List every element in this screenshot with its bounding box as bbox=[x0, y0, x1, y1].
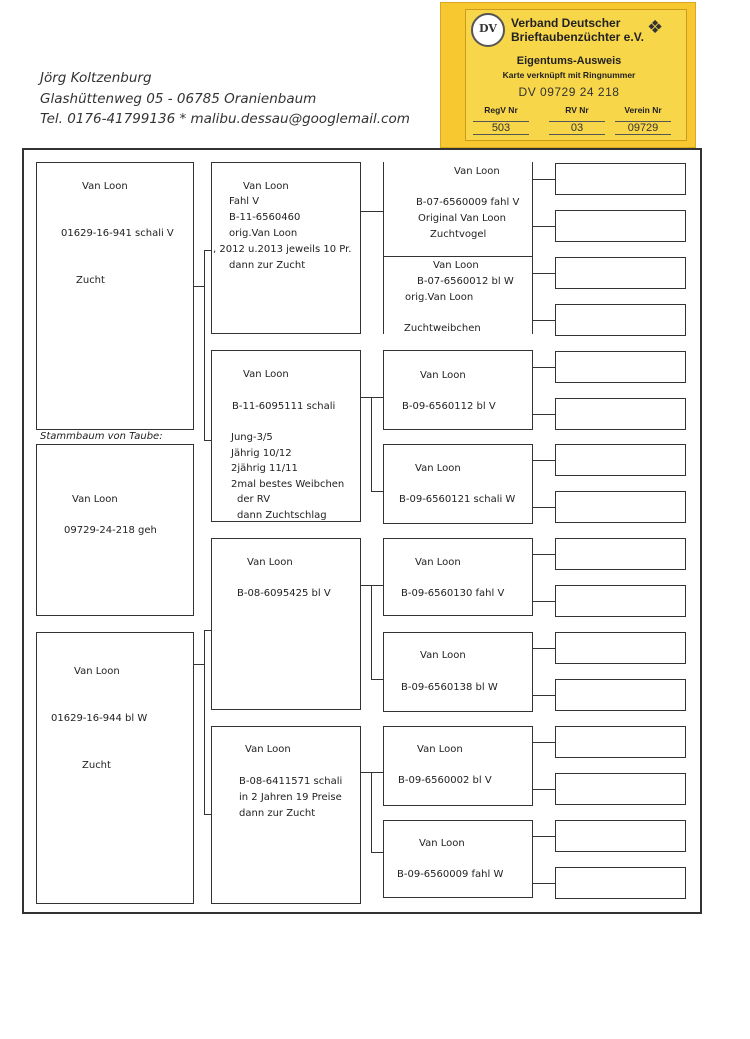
ancestor-box bbox=[383, 820, 533, 898]
fmm-line1: Van Loon bbox=[415, 463, 461, 474]
connector-line bbox=[383, 162, 384, 334]
empty-ancestor-box bbox=[555, 538, 686, 570]
connector-line bbox=[533, 648, 555, 649]
connector-line bbox=[204, 630, 205, 814]
ff-line6: dann zur Zucht bbox=[229, 260, 306, 271]
empty-ancestor-box bbox=[555, 820, 686, 852]
ancestor-box bbox=[383, 350, 533, 430]
mm-line1: Van Loon bbox=[245, 744, 291, 755]
connector-line bbox=[533, 695, 555, 696]
rv-value: 03 bbox=[549, 121, 605, 135]
mff-line2: B-09-6560130 fahl V bbox=[401, 588, 505, 599]
empty-ancestor-box bbox=[555, 444, 686, 476]
empty-ancestor-box bbox=[555, 867, 686, 899]
connector-line bbox=[194, 286, 204, 287]
fm-line3: Jung-3/5 bbox=[231, 432, 273, 443]
father-line1: Van Loon bbox=[82, 181, 128, 192]
connector-line bbox=[533, 836, 555, 837]
empty-ancestor-box bbox=[555, 210, 686, 242]
connector-line bbox=[533, 226, 555, 227]
mfm-line2: B-09-6560138 bl W bbox=[401, 682, 498, 693]
connector-line bbox=[371, 772, 372, 852]
connector-line bbox=[204, 630, 211, 631]
connector-line bbox=[533, 554, 555, 555]
fff-line4: Zuchtvogel bbox=[430, 229, 487, 240]
empty-ancestor-box bbox=[555, 773, 686, 805]
fff-line1: Van Loon bbox=[454, 166, 500, 177]
empty-ancestor-box bbox=[555, 491, 686, 523]
connector-line bbox=[532, 162, 533, 334]
fm-line8: dann Zuchtschlag bbox=[237, 510, 327, 521]
connector-line bbox=[533, 789, 555, 790]
connector-line bbox=[533, 460, 555, 461]
connector-line bbox=[361, 397, 383, 398]
fm-line6: 2mal bestes Weibchen bbox=[231, 479, 345, 490]
empty-ancestor-box bbox=[555, 257, 686, 289]
fm-line7: der RV bbox=[237, 494, 271, 505]
fmf-line2: B-09-6560112 bl V bbox=[402, 401, 496, 412]
empty-ancestor-box bbox=[555, 679, 686, 711]
subject-line2: 09729-24-218 geh bbox=[64, 525, 157, 536]
connector-line bbox=[533, 273, 555, 274]
fmf-line1: Van Loon bbox=[420, 370, 466, 381]
association-name-line1: Verband Deutscher bbox=[511, 16, 621, 30]
mm-line2: B-08-6411571 schali bbox=[239, 776, 343, 787]
mother-line1: Van Loon bbox=[74, 666, 120, 677]
connector-line bbox=[204, 440, 211, 441]
empty-ancestor-box bbox=[555, 726, 686, 758]
connector-line bbox=[533, 507, 555, 508]
ff-line5: , 2012 u.2013 jeweils 10 Pr. bbox=[213, 244, 352, 255]
mfm-line1: Van Loon bbox=[420, 650, 466, 661]
subject-line1: Van Loon bbox=[72, 494, 118, 505]
owner-name: Jörg Koltzenburg bbox=[40, 70, 152, 86]
connector-line bbox=[533, 320, 555, 321]
fff-line3: Original Van Loon bbox=[418, 213, 506, 224]
connector-line bbox=[533, 883, 555, 884]
mmm-line1: Van Loon bbox=[419, 838, 465, 849]
fmm-line2: B-09-6560121 schali W bbox=[399, 494, 516, 505]
father-line2: 01629-16-941 schali V bbox=[61, 228, 174, 239]
mm-line3: in 2 Jahren 19 Preise bbox=[239, 792, 342, 803]
mother-line2: 01629-16-944 bl W bbox=[51, 713, 148, 724]
connector-line bbox=[204, 250, 205, 440]
connector-line bbox=[371, 679, 383, 680]
verein-label: Verein Nr bbox=[624, 105, 662, 115]
connector-line bbox=[194, 664, 204, 665]
connector-line bbox=[204, 814, 211, 815]
empty-ancestor-box bbox=[555, 351, 686, 383]
mother-line3: Zucht bbox=[82, 760, 111, 771]
logo-text: DV bbox=[479, 22, 497, 35]
connector-line bbox=[204, 250, 211, 251]
ff-line4: orig.Van Loon bbox=[229, 228, 298, 239]
ff-line3: B-11-6560460 bbox=[229, 212, 301, 223]
mm-line4: dann zur Zucht bbox=[239, 808, 316, 819]
regv-label: RegV Nr bbox=[484, 105, 518, 115]
fm-line4: Jährig 10/12 bbox=[231, 448, 292, 459]
ancestor-box bbox=[383, 444, 533, 524]
association-logo-icon bbox=[471, 13, 505, 47]
regv-value: 503 bbox=[473, 121, 529, 135]
owner-contact: Tel. 0176-41799136 * malibu.dessau@googlemail.com bbox=[40, 111, 410, 127]
association-name-line2: Brieftaubenzüchter e.V. bbox=[511, 30, 644, 44]
fm-line5: 2jährig 11/11 bbox=[231, 463, 298, 474]
connector-line bbox=[371, 491, 383, 492]
connector-line bbox=[361, 772, 383, 773]
fm-line1: Van Loon bbox=[243, 369, 289, 380]
rv-label: RV Nr bbox=[565, 105, 589, 115]
connector-line bbox=[361, 211, 383, 212]
ring-number: DV 09729 24 218 bbox=[518, 85, 620, 99]
ancestor-box bbox=[383, 726, 533, 806]
ffm-line1: Van Loon bbox=[433, 260, 479, 271]
verein-value: 09729 bbox=[615, 121, 671, 135]
mf-line1: Van Loon bbox=[247, 557, 293, 568]
connector-line bbox=[361, 585, 383, 586]
father-line3: Zucht bbox=[76, 275, 105, 286]
pedigree-caption: Stammbaum von Taube: bbox=[40, 431, 163, 442]
ffm-line2: B-07-6560012 bl W bbox=[417, 276, 514, 287]
mmm-line2: B-09-6560009 fahl W bbox=[397, 869, 504, 880]
mf-line2: B-08-6095425 bl V bbox=[237, 588, 331, 599]
connector-line bbox=[371, 397, 372, 491]
ancestor-box bbox=[383, 538, 533, 616]
card-title: Eigentums-Ausweis bbox=[516, 55, 622, 67]
connector-line bbox=[533, 367, 555, 368]
connector-line bbox=[533, 414, 555, 415]
ancestor-box bbox=[383, 632, 533, 712]
connector-line bbox=[533, 179, 555, 180]
ff-line1: Van Loon bbox=[243, 181, 289, 192]
ff-line2: Fahl V bbox=[229, 196, 260, 207]
empty-ancestor-box bbox=[555, 163, 686, 195]
empty-ancestor-box bbox=[555, 632, 686, 664]
connector-line bbox=[533, 742, 555, 743]
ownership-card bbox=[440, 2, 696, 148]
mmf-line1: Van Loon bbox=[417, 744, 463, 755]
mmf-line2: B-09-6560002 bl V bbox=[398, 775, 492, 786]
fff-line2: B-07-6560009 fahl V bbox=[416, 197, 520, 208]
empty-ancestor-box bbox=[555, 304, 686, 336]
owner-address: Glashüttenweg 05 - 06785 Oranienbaum bbox=[40, 91, 317, 107]
father-box bbox=[36, 162, 194, 430]
empty-ancestor-box bbox=[555, 585, 686, 617]
connector-line bbox=[371, 852, 383, 853]
connector-line bbox=[371, 585, 372, 679]
ffm-line3: orig.Van Loon bbox=[405, 292, 474, 303]
mff-line1: Van Loon bbox=[415, 557, 461, 568]
empty-ancestor-box bbox=[555, 398, 686, 430]
connector-line bbox=[383, 256, 533, 257]
ffm-line4: Zuchtweibchen bbox=[404, 323, 481, 334]
pigeon-icon: ❖ bbox=[647, 17, 664, 38]
fm-line2: B-11-6095111 schali bbox=[232, 401, 336, 412]
connector-line bbox=[533, 601, 555, 602]
card-subtitle: Karte verknüpft mit Ringnummer bbox=[502, 70, 636, 80]
